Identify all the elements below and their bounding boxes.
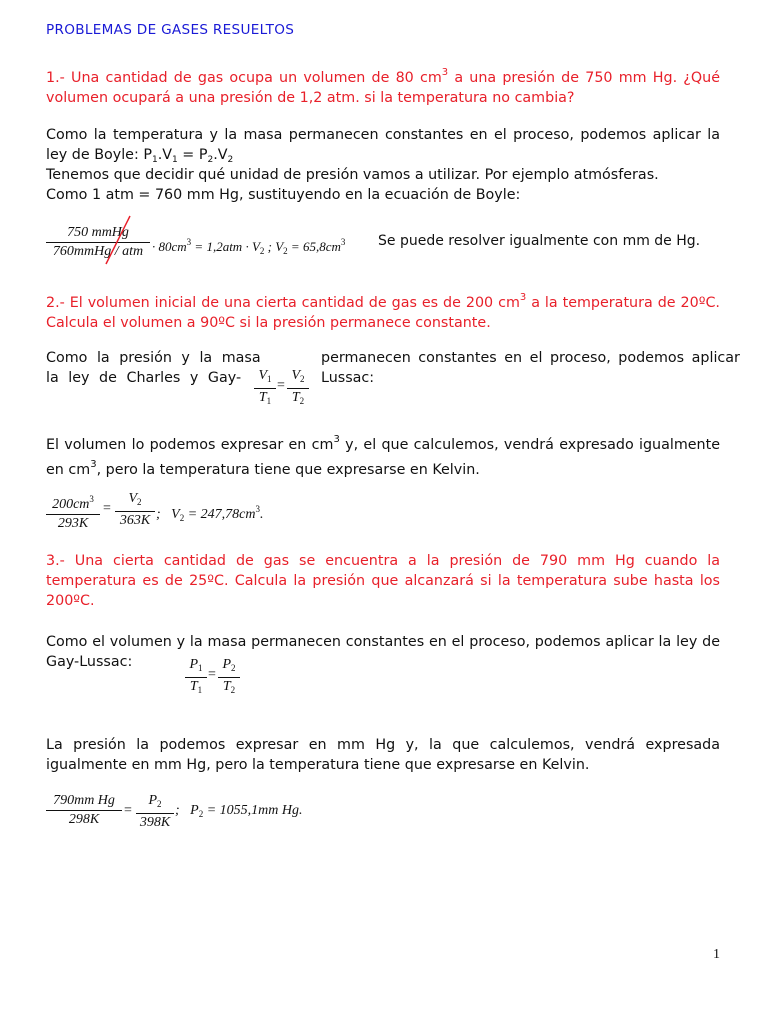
eq-part: ; V xyxy=(156,507,180,522)
eq-part: ; P xyxy=(175,803,199,818)
eq-sub: 2 xyxy=(198,809,204,819)
num-sub: 2 xyxy=(157,799,162,809)
eq-part: . xyxy=(260,507,264,522)
problem-3-statement: 3.- Una cierta cantidad de gas se encuentra a la presión de 790 mm Hg cuando la temperatura es de 25ºC. Calcula la presión que alcanzará si la temperatura sube hasta los 200ºC. xyxy=(46,553,720,609)
p1-sub: 2 xyxy=(207,155,214,165)
page-title: PROBLEMAS DE GASES RESUELTOS xyxy=(46,22,295,38)
p1-explain-2: Tenemos que decidir qué unidad de presión vamos a utilizar. Por ejemplo atmósferas. xyxy=(46,167,659,183)
boyle-denominator: 760mmHg / atm xyxy=(52,244,144,259)
page-number: 1 xyxy=(713,947,720,962)
eq-part: = 1,2atm · V xyxy=(191,239,260,254)
eq-sub: 2 xyxy=(283,246,288,256)
p1-sub: 2 xyxy=(227,155,234,165)
var-sub: 1 xyxy=(198,663,203,673)
p1-sub: 1 xyxy=(172,155,178,165)
p2-sup: 3 xyxy=(333,434,340,445)
den: 298K xyxy=(68,812,100,827)
problem-1-statement xyxy=(46,63,720,108)
problem-2-text-b: a la temperatura de 20ºC. Calcula el volumen a 90ºC si la presión permanece constante. xyxy=(46,295,720,331)
var: V xyxy=(291,368,301,383)
den: 398K xyxy=(139,815,171,830)
eq3-right-fraction xyxy=(136,792,174,832)
num: 790mm Hg xyxy=(53,793,115,808)
p2-explain-line1-a: Como la presión y la masa xyxy=(46,350,261,366)
p2-text: , pero la temperatura tiene que expresarse en Kelvin. xyxy=(96,462,480,478)
equals-sign: = xyxy=(124,803,132,818)
p1-mid: = P xyxy=(177,147,208,163)
p2-text: y, el que calculemos, vendrá expresado igualmente en cm xyxy=(46,437,721,478)
eq2-result xyxy=(156,500,264,527)
var: V xyxy=(258,368,268,383)
equals-sign: = xyxy=(208,667,216,682)
boyle-numerator: 750 mmHg xyxy=(67,225,129,240)
p3-explain-2: La presión la podemos expresar en mm Hg y, la que calculemos, vendrá expresada igualmente en mm Hg, pero la temperatura tiene que expresarse en Kelvin. xyxy=(46,737,720,773)
var-sub: 1 xyxy=(266,396,272,406)
var: T xyxy=(258,390,267,405)
p2-explain-line1-b: permanecen constantes en el proceso, podemos aplicar xyxy=(321,350,740,366)
problem-1-sup: 3 xyxy=(441,67,449,78)
eq2-right-fraction xyxy=(115,490,155,530)
problem-2-statement xyxy=(46,288,720,333)
boyle-note: Se puede resolver igualmente con mm de Hg. xyxy=(378,233,701,249)
num: P xyxy=(148,793,158,808)
p3-explain-1: Como el volumen y la masa permanecen constantes en el proceso, podemos aplicar la ley de Gay-Lussac: xyxy=(46,634,720,670)
var-sub: 2 xyxy=(300,374,305,384)
var-sub: 1 xyxy=(267,374,272,384)
eq-part: = 65,8cm xyxy=(287,239,341,254)
var: T xyxy=(291,390,300,405)
eq-sub: 2 xyxy=(179,513,185,523)
num: V xyxy=(128,491,138,506)
problem-1-text-b: a una presión de 750 mm Hg. ¿Qué volumen ocupará a una presión de 1,2 atm. si la temperatura no cambia? xyxy=(46,70,720,106)
equals-sign: = xyxy=(103,501,111,516)
gay-lussac-right-fraction xyxy=(218,656,240,699)
eq3-left-fraction xyxy=(46,792,122,829)
gay-lussac-left-fraction xyxy=(185,656,207,699)
charles-right-fraction xyxy=(287,367,309,410)
eq-sup: 3 xyxy=(255,504,260,514)
eq-sup: 3 xyxy=(186,237,192,247)
var-sub: 2 xyxy=(299,396,305,406)
problem-1-explanation xyxy=(46,125,720,170)
eq-part: = 247,78cm xyxy=(184,507,256,522)
eq-part: = 1055,1mm Hg. xyxy=(203,803,303,818)
p1-explain-3: Como 1 atm = 760 mm Hg, sustituyendo en la ecuación de Boyle: xyxy=(46,187,521,203)
boyle-equation-rest xyxy=(152,233,345,260)
problem-2-sup: 3 xyxy=(519,292,527,303)
p2-sup: 3 xyxy=(90,459,97,470)
den: 293K xyxy=(57,516,89,531)
var-sub: 2 xyxy=(230,685,236,695)
problem-1-text-a: 1.- Una cantidad de gas ocupa un volumen de 80 cm xyxy=(46,70,442,86)
var-sub: 1 xyxy=(197,685,203,695)
eq3-result xyxy=(175,802,303,823)
p1-sub: 1 xyxy=(151,155,158,165)
den: 363K xyxy=(119,513,151,528)
var: P xyxy=(189,657,199,672)
var-sub: 2 xyxy=(231,663,236,673)
eq-sub: 2 xyxy=(259,246,265,256)
var: P xyxy=(222,657,232,672)
p2-text: El volumen lo podemos expresar en cm xyxy=(46,437,334,453)
num-sup: 3 xyxy=(89,494,94,504)
num: 200cm xyxy=(52,497,90,512)
strike-out-mark xyxy=(100,214,136,266)
p1-mid: .V xyxy=(157,147,173,163)
problem-2-text-a: 2.- El volumen inicial de una cierta cantidad de gas es de 200 cm xyxy=(46,295,520,311)
p1-explain-1: Como la temperatura y la masa permanecen constantes en el proceso, podemos aplicar la ley de Boyle: P xyxy=(46,127,720,163)
p2-explain-3 xyxy=(46,430,720,480)
eq-sup: 3 xyxy=(340,237,346,247)
var: T xyxy=(189,679,198,694)
eq-part: ; V xyxy=(264,239,284,254)
var: T xyxy=(222,679,231,694)
equals-sign: = xyxy=(277,378,285,393)
eq2-left-fraction xyxy=(46,490,100,533)
p2-explain-line2-a: la ley de Charles y Gay- xyxy=(46,370,242,386)
eq-part: · 80cm xyxy=(152,239,187,254)
p2-explain-line2-b: Lussac: xyxy=(321,370,375,386)
num-sub: 2 xyxy=(137,497,142,507)
charles-left-fraction xyxy=(254,367,276,410)
p1-mid: .V xyxy=(213,147,228,163)
